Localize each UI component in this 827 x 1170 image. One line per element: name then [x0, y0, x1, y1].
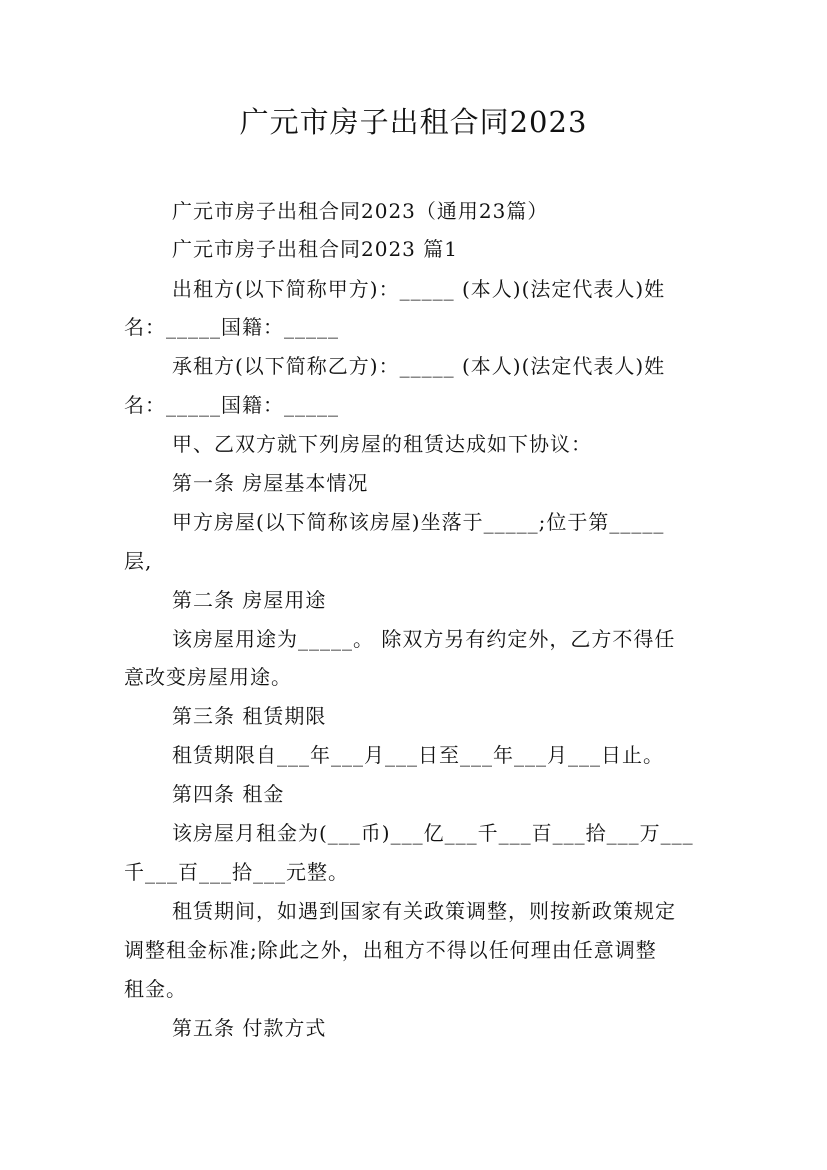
paragraph-lessor-line-1: 出租方(以下简称甲方)：_____ (本人)(法定代表人)姓 — [172, 277, 666, 301]
paragraph-location-line-2: 层, — [124, 549, 153, 573]
clause-heading-3: 第三条 租赁期限 — [172, 704, 327, 728]
paragraph-term: 租赁期限自___年___月___日至___年___月___日止。 — [172, 743, 664, 767]
paragraph-lessee-line-2: 名：_____国籍：_____ — [124, 393, 339, 417]
clause-heading-2: 第二条 房屋用途 — [172, 588, 327, 612]
section-heading-article-1: 广元市房子出租合同2023 篇1 — [172, 237, 458, 261]
paragraph-usage-line-1: 该房屋用途为_____。 除双方另有约定外，乙方不得任 — [172, 627, 676, 651]
paragraph-location-line-1: 甲方房屋(以下简称该房屋)坐落于_____;位于第_____ — [172, 510, 665, 534]
clause-heading-1: 第一条 房屋基本情况 — [172, 471, 369, 495]
paragraph-agreement: 甲、乙双方就下列房屋的租赁达成如下协议： — [172, 432, 592, 456]
paragraph-usage-line-2: 意改变房屋用途。 — [124, 665, 292, 689]
document-title: 广元市房子出租合同2023 — [239, 105, 588, 139]
paragraph-adjust-line-2: 调整租金标准;除此之外，出租方不得以任何理由任意调整 — [124, 938, 657, 962]
paragraph-lessor-line-2: 名：_____国籍：_____ — [124, 315, 339, 339]
paragraph-adjust-line-1: 租赁期间，如遇到国家有关政策调整，则按新政策规定 — [172, 899, 676, 923]
paragraph-adjust-line-3: 租金。 — [124, 977, 187, 1001]
clause-heading-4: 第四条 租金 — [172, 782, 285, 806]
paragraph-rent-line-2: 千___百___拾___元整。 — [124, 860, 349, 884]
clause-heading-5: 第五条 付款方式 — [172, 1016, 327, 1040]
doc-subtitle: 广元市房子出租合同2023（通用23篇） — [172, 199, 549, 223]
paragraph-lessee-line-1: 承租方(以下简称乙方)：_____ (本人)(法定代表人)姓 — [172, 354, 666, 378]
paragraph-rent-line-1: 该房屋月租金为(___币)___亿___千___百___拾___万___ — [172, 821, 694, 845]
